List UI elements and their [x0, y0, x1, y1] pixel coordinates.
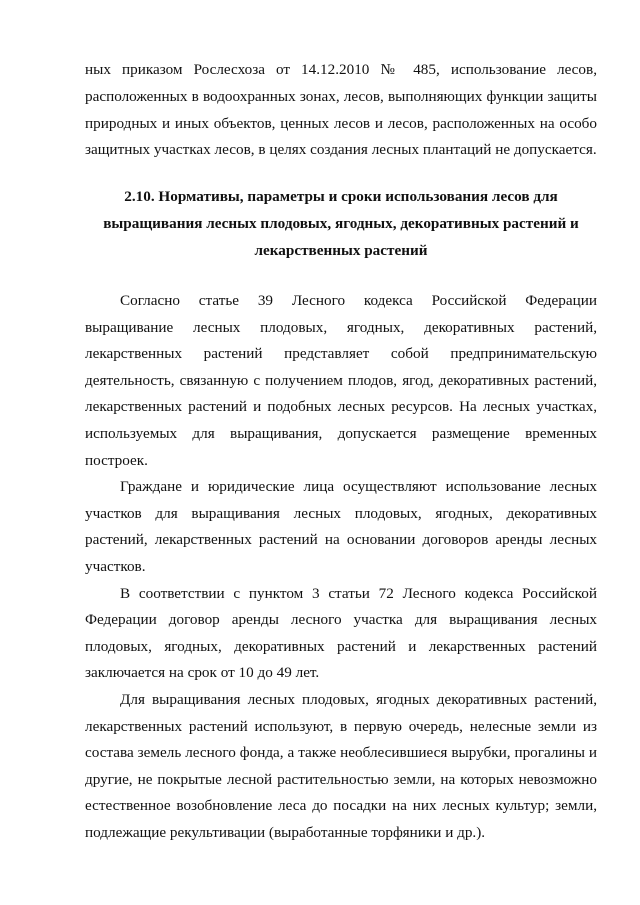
continuation-paragraph: ных приказом Рослесхоза от 14.12.2010 № 485, использование лесов, расположенных в водоохранных зонах, лесов, выполняющих функции защиты природных и иных объектов, ценных лесов и лесов, расположенных на особо защитных участках лесов, в целях создания лесных плантаций не допускается.	[85, 61, 597, 159]
paragraph-article-39: Согласно статье 39 Лесного кодекса Российской Федерации выращивание лесных плодовых, ягодных, декоративных растений, лекарственных растений представляет собой предпринимательскую деятельность, связанную с получением плодов, ягод, декоративных растений, лекарственных растений и подобных лесных ресурсов. На лесных участках, используемых для выращивания, допускается размещение временных построек.	[85, 292, 597, 469]
paragraph-land-use: Для выращивания лесных плодовых, ягодных декоративных растений, лекарственных растений используют, в первую очередь, нелесные земли из состава земель лесного фонда, а также необлесившиеся вырубки, прогалины и другие, не покрытые лесной растительностью земли, на которых невозможно естественное возобновление леса до посадки на них лесных культур; земли, подлежащие рекультивации (выработанные торфяники и др.).	[85, 690, 597, 841]
paragraph-lease-term: В соответствии с пунктом 3 статьи 72 Лесного кодекса Российской Федерации договор аренды лесного участка для выращивания лесных плодовых, ягодных, декоративных растений и лекарственных растений заключается на срок от 10 до 49 лет.	[85, 584, 597, 682]
section-heading: 2.10. Нормативы, параметры и сроки использования лесов для выращивания лесных плодовых, ягодных, декоративных растений и лекарственных растений	[103, 188, 579, 259]
section-body	[85, 288, 597, 846]
paragraph-lease-basis: Граждане и юридические лица осуществляют использование лесных участков для выращивания лесных плодовых, ягодных, декоративных растений, лекарственных растений на основании договоров аренды лесных участков.	[85, 478, 597, 575]
